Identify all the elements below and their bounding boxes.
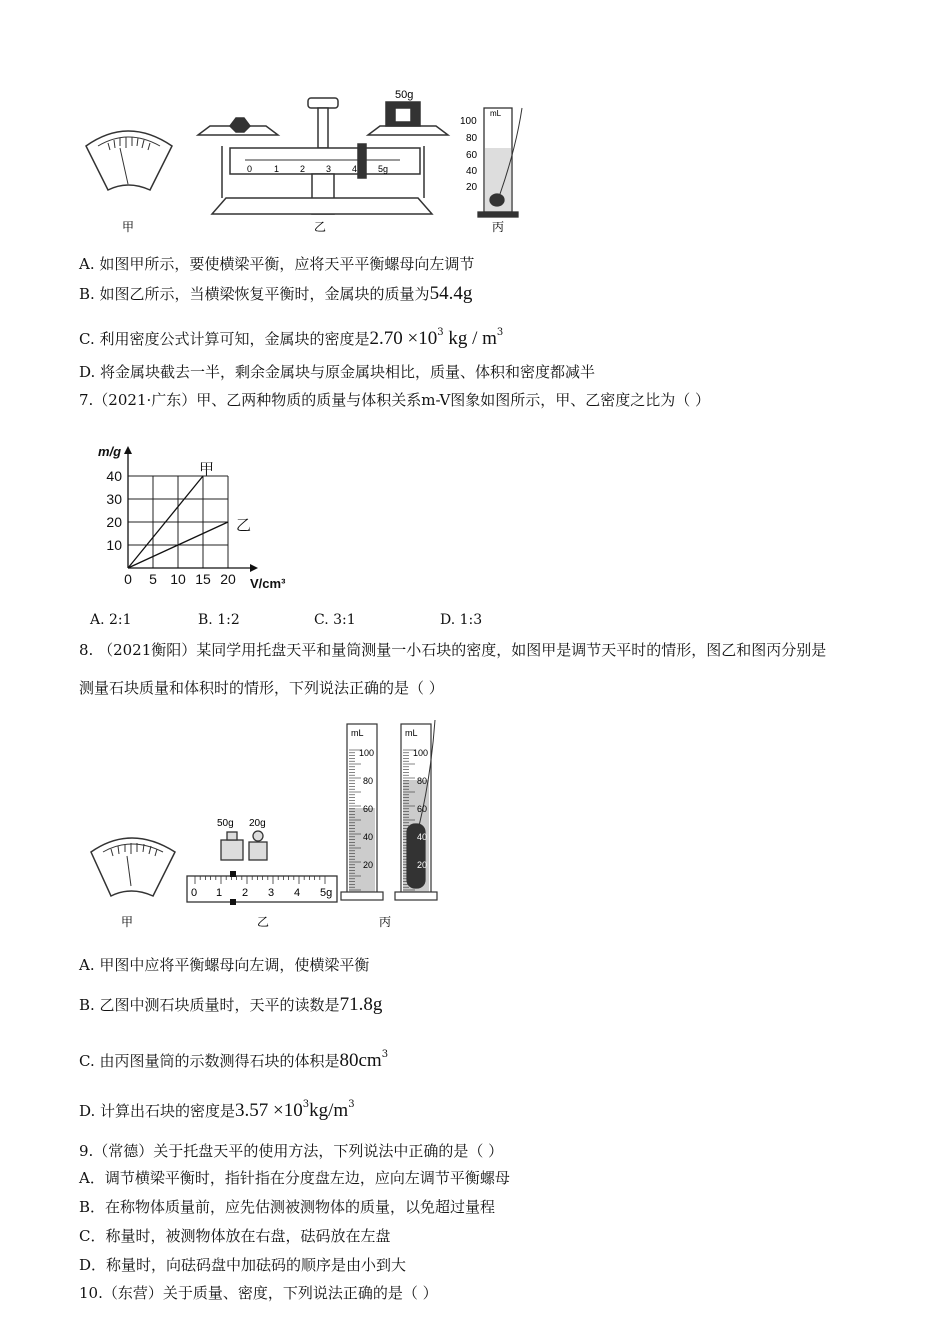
q9-option-a: A．调节横梁平衡时，指针指在分度盘左边，应向左调节平衡螺母	[79, 1169, 510, 1187]
svg-text:5g: 5g	[378, 164, 389, 174]
cylinder-icon	[478, 108, 522, 217]
svg-text:80: 80	[417, 776, 428, 786]
svg-text:60: 60	[363, 804, 374, 814]
svg-text:60: 60	[466, 150, 478, 161]
figure-2	[85, 716, 445, 934]
svg-text:60: 60	[417, 804, 428, 814]
q8-option-d: D. 计算出石块的密度是$3.57 \times 10^3kg/m^3$	[79, 1099, 355, 1121]
x-tick-label: 0	[124, 571, 132, 587]
y-tick-label: 20	[106, 514, 122, 530]
svg-text:mL: mL	[405, 728, 418, 738]
x-tick-label: 10	[170, 571, 186, 587]
q7-stem: 7.（2021·广东）甲、乙两种物质的质量与体积关系m-V图象如图所示，甲、乙密度之比为（ ）	[79, 391, 711, 409]
weights-icon	[221, 831, 267, 860]
q9-option-d: D．称量时，向砝码盘中加砝码的顺序是由小到大	[79, 1256, 407, 1274]
q6-option-d: D. 将金属块截去一半，剩余金属块与原金属块相比，质量、体积和密度都减半	[79, 363, 596, 381]
series-label-1: 乙	[236, 517, 252, 534]
svg-text:0: 0	[247, 164, 253, 174]
y-axis-label: m/g	[98, 444, 122, 459]
q8-option-c: C. 由丙图量筒的示数测得石块的体积是$80cm^3$	[79, 1049, 389, 1071]
svg-text:40: 40	[466, 166, 478, 177]
svg-text:100: 100	[460, 116, 477, 127]
q8-option-a: A. 甲图中应将平衡螺母向左调，使横梁平衡	[79, 956, 370, 974]
caption-jia-2: 甲	[121, 915, 134, 929]
q9-option-c: C．称量时，被测物体放在右盘，砝码放在左盘	[79, 1227, 391, 1245]
series-label-0: 甲	[199, 461, 215, 478]
dial-icon	[91, 838, 175, 896]
weight-label-50g-2: 50g	[217, 818, 234, 829]
x-axis-arrow	[250, 564, 258, 572]
svg-text:3: 3	[326, 164, 332, 174]
svg-text:1: 1	[216, 887, 223, 899]
dial-icon	[86, 131, 172, 190]
y-tick-label: 30	[106, 491, 122, 507]
svg-text:40: 40	[363, 832, 374, 842]
density-chart	[90, 428, 300, 598]
y-tick-label: 40	[106, 468, 122, 484]
figure-1	[80, 88, 540, 240]
svg-text:4: 4	[294, 887, 301, 899]
q9-option-b: B．在称物体质量前，应先估测被测物体的质量，以免超过量程	[79, 1198, 496, 1216]
q7-option-d: D. 1:3	[440, 612, 483, 628]
svg-text:20: 20	[466, 182, 478, 193]
svg-text:20: 20	[363, 860, 374, 870]
q8-option-b: B. 乙图中测石块质量时，天平的读数是71.8g	[79, 994, 383, 1015]
svg-text:100: 100	[413, 748, 429, 758]
svg-text:5g: 5g	[320, 887, 333, 899]
svg-text:20: 20	[417, 860, 428, 870]
q10-stem: 10.（东营）关于质量、密度，下列说法正确的是（ ）	[79, 1284, 438, 1302]
x-tick-label: 20	[220, 571, 236, 587]
rider-scale	[187, 871, 337, 905]
svg-text:2: 2	[242, 887, 249, 899]
x-tick-label: 15	[195, 571, 211, 587]
x-axis-label: V/cm³	[250, 576, 286, 591]
y-tick-label: 10	[106, 537, 122, 553]
q6-option-b: B. 如图乙所示，当横梁恢复平衡时，金属块的质量为54.4g	[79, 283, 473, 304]
svg-text:3: 3	[268, 887, 275, 899]
caption-bing-1: 丙	[492, 220, 505, 234]
svg-text:4: 4	[352, 164, 358, 174]
cylinder-icon-right	[395, 720, 437, 900]
q7-option-a: A. 2:1	[90, 612, 132, 628]
y-axis-arrow	[124, 446, 132, 454]
svg-text:mL: mL	[351, 728, 364, 738]
svg-text:40: 40	[417, 832, 428, 842]
q8-stem-line2: 测量石块质量和体积时的情形，下列说法正确的是（ ）	[79, 679, 444, 697]
svg-text:2: 2	[300, 164, 306, 174]
caption-jia-1: 甲	[122, 220, 135, 234]
balance-icon	[198, 98, 448, 214]
svg-text:1: 1	[274, 164, 280, 174]
weight-label-20g: 20g	[249, 818, 266, 829]
q6-option-a: A. 如图甲所示，要使横梁平衡，应将天平平衡螺母向左调节	[79, 255, 475, 273]
q6-option-c: C. 利用密度公式计算可知，金属块的密度是$2.70 \times 10^3$ kg / $m^3$	[79, 327, 504, 349]
caption-yi-1: 乙	[314, 220, 327, 234]
q9-stem: 9.（常德）关于托盘天平的使用方法，下列说法中正确的是（ ）	[79, 1142, 504, 1160]
q8-stem-line1: 8. （2021衡阳）某同学用托盘天平和量筒测量一小石块的密度，如图甲是调节天平时的情形，图乙和图丙分别是	[79, 641, 827, 659]
svg-text:100: 100	[359, 748, 375, 758]
x-tick-label: 5	[149, 571, 157, 587]
q7-option-c: C. 3:1	[314, 612, 356, 628]
caption-yi-2: 乙	[257, 915, 270, 929]
svg-text:0: 0	[191, 887, 198, 899]
q7-option-b: B. 1:2	[198, 612, 240, 628]
svg-text:mL: mL	[490, 109, 502, 118]
caption-bing-2: 丙	[379, 915, 392, 929]
svg-text:80: 80	[363, 776, 374, 786]
svg-text:80: 80	[466, 133, 478, 144]
weight-label-50g: 50g	[395, 89, 414, 101]
